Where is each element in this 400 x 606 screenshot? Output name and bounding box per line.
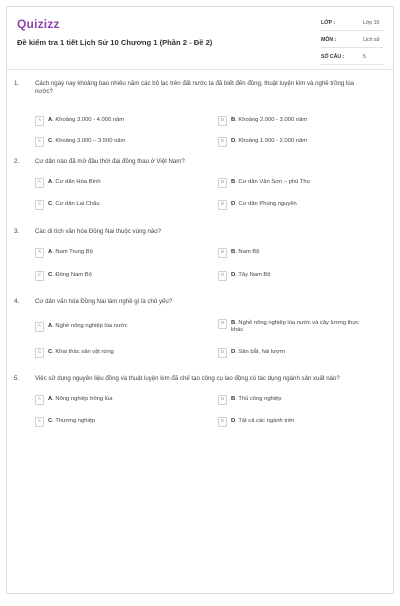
option-a[interactable]: A A. Nông nghiệp trồng lúa — [35, 395, 195, 405]
option-b[interactable]: B B. Khoảng 2.000 - 3.000 năm — [218, 116, 368, 126]
option-text: Cư dân Hòa Bình — [55, 178, 101, 185]
option-letter: D — [231, 348, 236, 355]
option-text: Nông nghiệp trồng lúa — [55, 395, 113, 402]
option-letter: A — [48, 395, 53, 402]
option-b[interactable]: B B. Thủ công nghiệp — [218, 395, 368, 405]
option-d[interactable]: D D. Tất cả các ngành trên — [218, 417, 368, 427]
option-letter: A — [48, 116, 53, 123]
option-b[interactable]: B B. Nghề nông nghiệp lúa nước và cây lương thực khác — [218, 319, 368, 335]
option-a[interactable]: A A. Cư dân Hòa Bình — [35, 178, 195, 188]
option-letter: A — [48, 322, 53, 329]
option-marker: A — [35, 178, 44, 188]
option-marker: A — [35, 116, 44, 126]
option-d[interactable]: D D. Tây Nam Bộ — [218, 271, 368, 281]
option-marker: A — [35, 248, 44, 258]
option-letter: B — [231, 319, 236, 326]
meta-value: 5 — [363, 54, 366, 60]
option-text: Cư dân Phùng nguyên — [238, 200, 297, 207]
meta-label: LỚP : — [321, 20, 336, 26]
option-text: Khoảng 3.000 – 3.500 năm — [55, 137, 126, 144]
worksheet-header — [7, 7, 393, 70]
option-letter: D — [231, 137, 236, 144]
question-text: Việc sử dụng nguyên liệu đồng và thuật luyện kim đã chế tạo công cụ lao động có tác dụng ngành sản xuất nào? — [35, 375, 340, 382]
question-text: Cư dân văn hóa Đồng Nai làm nghề gì là chủ yếu? — [35, 298, 173, 305]
option-marker: C — [35, 137, 44, 147]
meta-label: SỐ CÂU : — [321, 54, 345, 60]
option-b[interactable]: B B. Cư dân Văn Sơn – phú Thọ — [218, 178, 368, 188]
option-letter: D — [231, 417, 236, 424]
question-text: Cư dân nào đã mở đầu thời đại đồng thau ở Việt Nam? — [35, 158, 185, 165]
option-marker: B — [218, 395, 227, 405]
question-number: 3. — [14, 228, 20, 235]
meta-info-box — [321, 16, 383, 67]
option-c[interactable]: C C. Đông Nam Bộ — [35, 271, 195, 281]
option-text: Tây Nam Bộ — [238, 271, 271, 278]
option-text: Nam Trung Bộ — [55, 248, 93, 255]
option-letter: C — [48, 271, 53, 278]
question-text: Cách ngày nay khoảng bao nhiêu năm các bộ lạc trên đất nước ta đã biết đến đồng, thuật luyện kim và nghề trồng lúa nước? — [35, 80, 355, 95]
option-c[interactable]: C C. Cư dân Lai Châu — [35, 200, 195, 210]
option-marker: A — [35, 322, 44, 332]
option-letter: C — [48, 137, 53, 144]
meta-label: MÔN : — [321, 37, 337, 43]
option-marker: A — [35, 395, 44, 405]
meta-value: Lịch sử — [363, 37, 381, 43]
option-text: Tất cả các ngành trên — [238, 417, 295, 424]
option-text: Nghề nông nghiệp lúa nước — [55, 322, 128, 329]
question-number: 1. — [14, 80, 20, 87]
option-marker: B — [218, 178, 227, 188]
option-marker: D — [218, 200, 227, 210]
option-text: Nghề nông nghiệp lúa nước và cây lương thực khác — [231, 319, 360, 333]
question-number: 5. — [14, 375, 20, 382]
option-letter: A — [48, 248, 53, 255]
option-text: Khoảng 1.000 - 2.000 năm — [238, 137, 308, 144]
option-marker: C — [35, 417, 44, 427]
option-c[interactable]: C C. Khoảng 3.000 – 3.500 năm — [35, 137, 195, 147]
option-letter: C — [48, 417, 53, 424]
option-d[interactable]: D D. Săn bắt, hái lượm — [218, 348, 368, 358]
option-d[interactable]: D D. Khoảng 1.000 - 2.000 năm — [218, 137, 368, 147]
meta-row-question-count — [321, 50, 383, 65]
question-number: 2. — [14, 158, 20, 165]
option-text: Nam Bộ — [238, 248, 260, 255]
quizizz-logo: Quizizz — [17, 17, 60, 31]
option-marker: B — [218, 319, 227, 329]
option-marker: C — [35, 348, 44, 358]
meta-value: Lớp 10 — [363, 20, 380, 26]
option-c[interactable]: C C. Khai thác sản vật rừng — [35, 348, 195, 358]
option-marker: D — [218, 417, 227, 427]
option-letter: C — [48, 200, 53, 207]
option-letter: A — [48, 178, 53, 185]
option-a[interactable]: A A. Nam Trung Bộ — [35, 248, 195, 258]
option-letter: B — [231, 395, 236, 402]
option-marker: B — [218, 116, 227, 126]
option-text: Khoảng 3.000 - 4.000 năm — [55, 116, 125, 123]
option-marker: D — [218, 348, 227, 358]
option-text: Cư dân Lai Châu — [55, 200, 100, 207]
option-text: Khoảng 2.000 - 3.000 năm — [238, 116, 308, 123]
option-marker: D — [218, 271, 227, 281]
option-letter: B — [231, 116, 236, 123]
option-b[interactable]: B B. Nam Bộ — [218, 248, 368, 258]
option-text: Thủ công nghiệp — [238, 395, 282, 402]
option-letter: C — [48, 348, 53, 355]
option-marker: B — [218, 248, 227, 258]
option-text: Thương nghiệp — [55, 417, 96, 424]
option-marker: C — [35, 271, 44, 281]
option-a[interactable]: A A. Khoảng 3.000 - 4.000 năm — [35, 116, 195, 126]
option-text: Đông Nam Bộ — [55, 271, 92, 278]
worksheet-page — [6, 6, 394, 594]
question-number: 4. — [14, 298, 20, 305]
option-letter: B — [231, 178, 236, 185]
option-text: Khai thác sản vật rừng — [55, 348, 114, 355]
option-letter: D — [231, 200, 236, 207]
meta-row-class — [321, 16, 383, 31]
option-text: Cư dân Văn Sơn – phú Thọ — [238, 178, 310, 185]
option-letter: D — [231, 271, 236, 278]
option-c[interactable]: C C. Thương nghiệp — [35, 417, 195, 427]
meta-row-subject — [321, 33, 383, 48]
question-text: Các di tích văn hóa Đồng Nai thuộc vùng nào? — [35, 228, 162, 235]
option-marker: D — [218, 137, 227, 147]
option-marker: C — [35, 200, 44, 210]
option-text: Săn bắt, hái lượm — [238, 348, 285, 355]
option-a[interactable]: A A. Nghề nông nghiệp lúa nước — [35, 322, 195, 332]
document-title: Đề kiểm tra 1 tiết Lịch Sử 10 Chương 1 (Phần 2 - Đề 2) — [17, 38, 213, 47]
option-d[interactable]: D D. Cư dân Phùng nguyên — [218, 200, 368, 210]
option-letter: B — [231, 248, 236, 255]
